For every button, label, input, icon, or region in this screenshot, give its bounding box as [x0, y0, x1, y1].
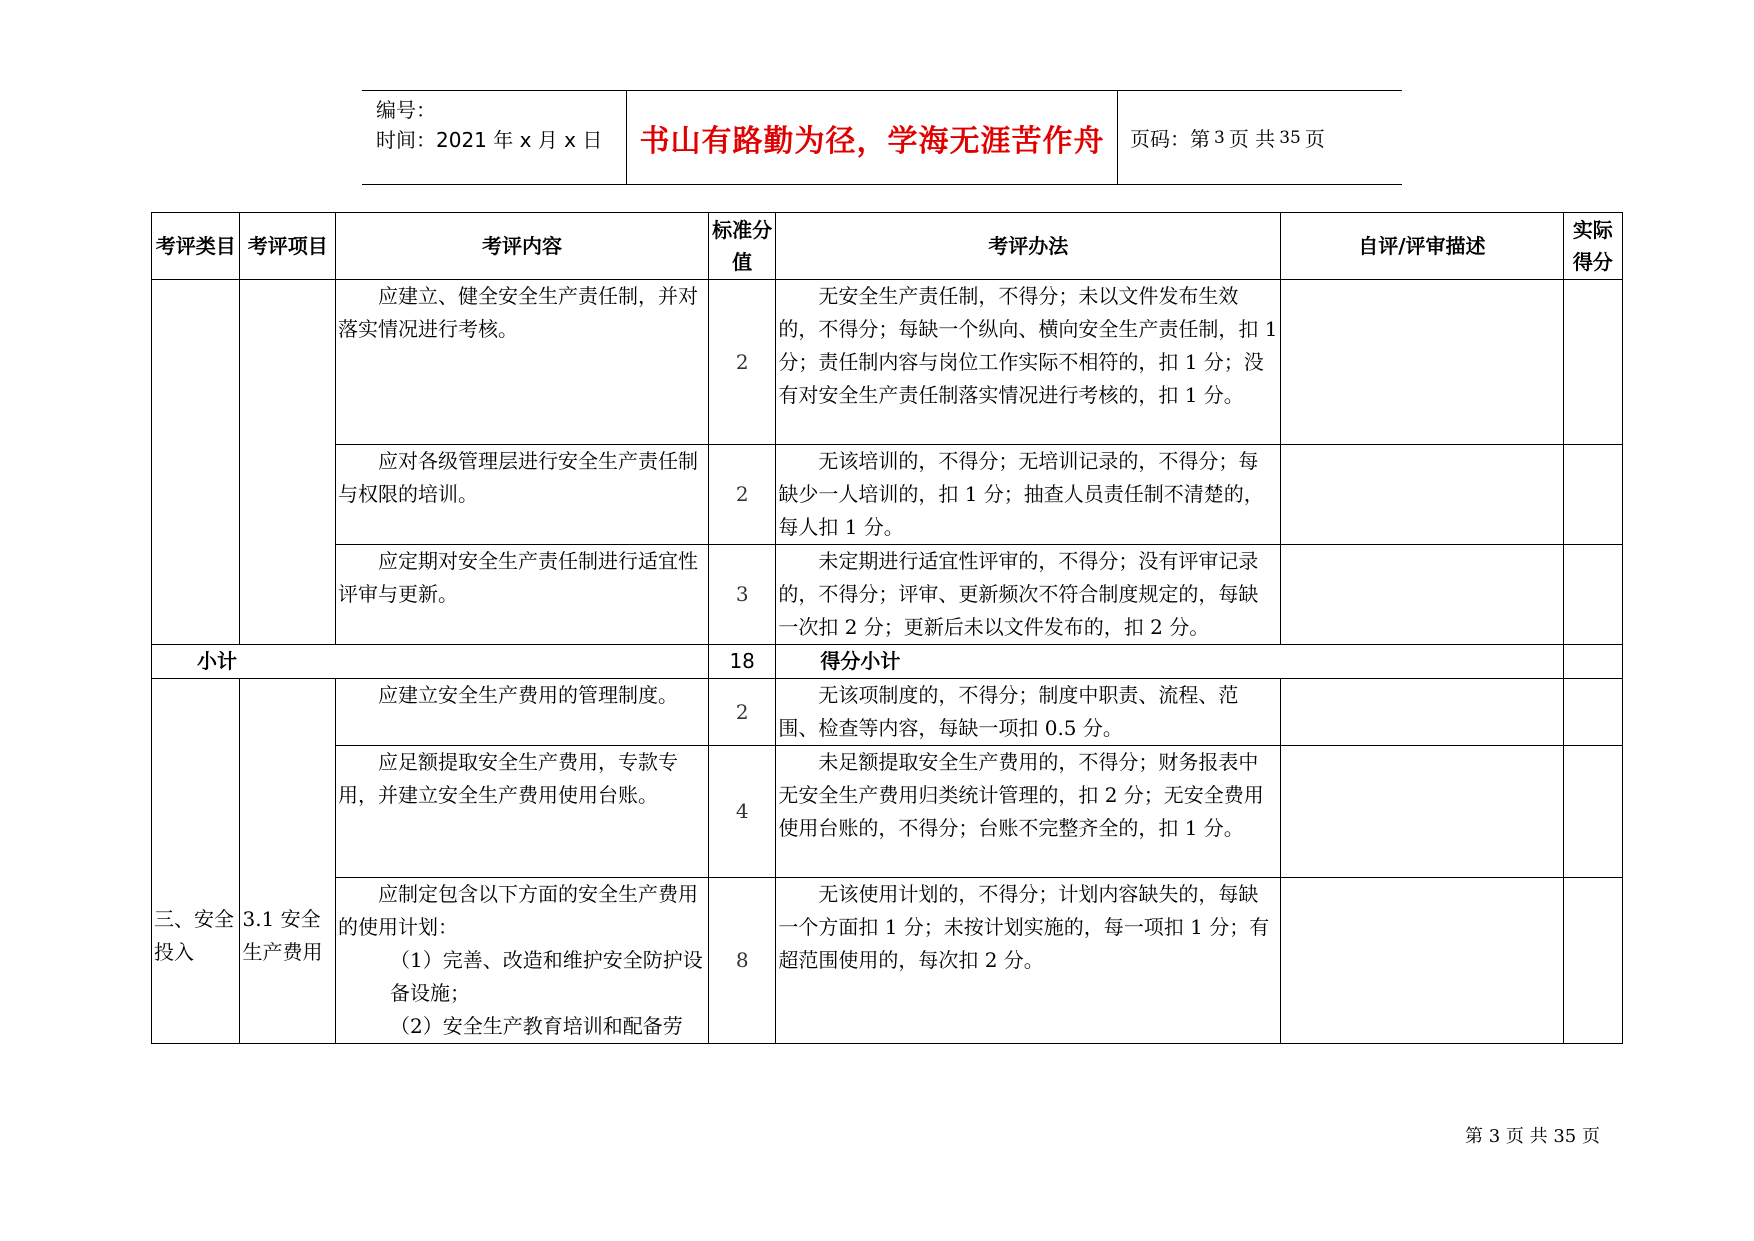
header-meta	[362, 91, 627, 184]
col-header-category: 考评类目	[152, 213, 240, 280]
description-cell[interactable]	[1281, 445, 1564, 545]
score-cell: 3	[709, 545, 776, 645]
subtotal-label: 小计	[152, 645, 709, 679]
page-label-suffix: 页	[1304, 127, 1325, 151]
score-cell: 4	[709, 746, 776, 878]
description-cell[interactable]	[1281, 545, 1564, 645]
table-row	[152, 746, 1623, 878]
col-header-item: 考评项目	[240, 213, 336, 280]
subtotal-text: 得分小计	[776, 645, 1563, 679]
description-cell[interactable]	[1281, 878, 1564, 1044]
score-cell: 2	[709, 445, 776, 545]
method-cell: 未定期进行适宜性评审的，不得分；没有评审记录的，不得分；评审、更新频次不符合制度规定的，每缺一次扣 2 分；更新后未以文件发布的，扣 2 分。	[776, 545, 1281, 645]
actual-score-cell[interactable]	[1563, 280, 1622, 445]
content-cell: 应对各级管理层进行安全生产责任制与权限的培训。	[335, 445, 708, 545]
score-cell: 2	[709, 679, 776, 746]
content-list-item: （2）安全生产教育培训和配备劳	[389, 1014, 683, 1038]
assessment-table	[151, 212, 1623, 1044]
page-label-mid: 页 共	[1228, 127, 1276, 151]
content-cell: 应定期对安全生产责任制进行适宜性评审与更新。	[335, 545, 708, 645]
table-row	[152, 445, 1623, 545]
method-cell: 无安全生产责任制，不得分；未以文件发布生效的，不得分；每缺一个纵向、横向安全生产责任制，扣 1 分；责任制内容与岗位工作实际不相符的，扣 1 分；没有对安全生产责任制落实情况进行考核的，扣 1 分。	[776, 280, 1281, 445]
method-cell: 无该培训的，不得分；无培训记录的，不得分；每缺少一人培训的，扣 1 分；抽查人员责任制不清楚的，每人扣 1 分。	[776, 445, 1281, 545]
description-cell[interactable]	[1281, 679, 1564, 746]
score-cell: 2	[709, 280, 776, 445]
col-header-actual-score: 实际得分	[1563, 213, 1622, 280]
table-row	[152, 280, 1623, 445]
subtotal-row	[152, 645, 1623, 679]
actual-score-cell[interactable]	[1563, 878, 1622, 1044]
number-label: 编号：	[376, 98, 436, 122]
content-cell: 应足额提取安全生产费用，专款专用，并建立安全生产费用使用台账。	[335, 746, 708, 878]
header-motto: 书山有路勤为径，学海无涯苦作舟	[627, 91, 1118, 184]
subtotal-actual-cell[interactable]	[1563, 645, 1622, 679]
page-current: 3	[1214, 127, 1225, 148]
col-header-score: 标准分值	[709, 213, 776, 280]
section-item-cell: 3.1 安全生产费用	[240, 679, 336, 1044]
document-header	[362, 90, 1402, 185]
table-row	[152, 545, 1623, 645]
content-cell: 应建立、健全安全生产责任制，并对落实情况进行考核。	[335, 280, 708, 445]
col-header-content: 考评内容	[335, 213, 708, 280]
content-list-item: （1）完善、改造和维护安全防护设备设施；	[389, 948, 703, 1005]
item-cell	[240, 280, 336, 645]
actual-score-cell[interactable]	[1563, 545, 1622, 645]
content-text: 应制定包含以下方面的安全生产费用的使用计划：	[337, 882, 698, 939]
subtotal-score: 18	[709, 645, 776, 679]
header-page-info	[1118, 91, 1402, 184]
table-row	[152, 878, 1623, 1044]
description-cell[interactable]	[1281, 746, 1564, 878]
description-cell[interactable]	[1281, 280, 1564, 445]
actual-score-cell[interactable]	[1563, 746, 1622, 878]
time-label: 时间：2021 年 x 月 x 日	[376, 128, 603, 152]
col-header-description: 自评/评审描述	[1281, 213, 1564, 280]
page-footer: 第 3 页 共 35 页	[1465, 1126, 1600, 1147]
col-header-method: 考评办法	[776, 213, 1281, 280]
method-cell: 未足额提取安全生产费用的，不得分；财务报表中无安全生产费用归类统计管理的，扣 2 分；无安全费用使用台账的，不得分；台账不完整齐全的，扣 1 分。	[776, 746, 1281, 878]
content-cell: 应建立安全生产费用的管理制度。	[335, 679, 708, 746]
actual-score-cell[interactable]	[1563, 679, 1622, 746]
table-header-row	[152, 213, 1623, 280]
method-cell: 无该使用计划的，不得分；计划内容缺失的，每缺一个方面扣 1 分；未按计划实施的，每一项扣 1 分；有超范围使用的，每次扣 2 分。	[776, 878, 1281, 1044]
score-cell: 8	[709, 878, 776, 1044]
method-cell: 无该项制度的，不得分；制度中职责、流程、范围、检查等内容，每缺一项扣 0.5 分。	[776, 679, 1281, 746]
page-label-prefix: 页码：第	[1130, 127, 1210, 151]
content-cell	[335, 878, 708, 1044]
actual-score-cell[interactable]	[1563, 445, 1622, 545]
section-category-cell: 三、安全投入	[152, 679, 240, 1044]
page-total: 35	[1279, 127, 1301, 148]
category-cell	[152, 280, 240, 645]
table-row	[152, 679, 1623, 746]
